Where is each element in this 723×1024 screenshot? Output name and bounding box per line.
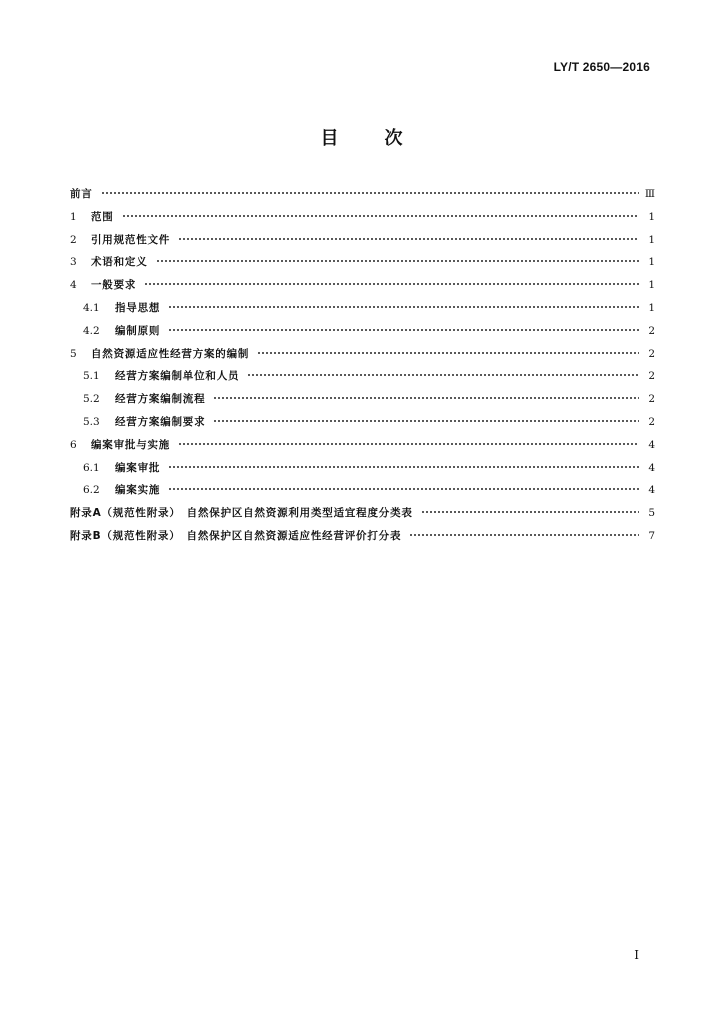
dot-leader (247, 373, 639, 377)
toc-entry-page: 5 (648, 507, 655, 520)
toc-entry-page: 1 (648, 279, 655, 292)
dot-leader (213, 419, 639, 423)
toc-entry-page: 1 (648, 301, 655, 314)
toc-entry-title: 附录B（规范性附录） 自然保护区自然资源适应性经营评价打分表 (70, 529, 402, 542)
dot-leader (168, 465, 639, 469)
toc-entry-page: 2 (648, 324, 655, 337)
dot-leader (178, 237, 639, 241)
toc-entry-page: 4 (648, 484, 655, 497)
toc-entry-page: 2 (648, 347, 655, 360)
toc-entry-5[interactable] (70, 343, 655, 366)
toc-entry-title: 编案审批 (115, 461, 161, 474)
toc-entry-2[interactable] (70, 229, 655, 252)
toc-entry-title: 前言 (70, 188, 93, 200)
toc-entry-number: 6.2 (83, 484, 100, 497)
document-code: LY/T 2650—2016 (553, 60, 650, 74)
toc-entry-title: 编案实施 (115, 484, 161, 497)
dot-leader (213, 396, 639, 400)
toc-entry-number: 5 (70, 347, 77, 360)
toc-entry-number: 4 (70, 279, 77, 292)
toc-entry-foreword[interactable] (70, 183, 655, 206)
toc-entry-page: 4 (648, 461, 655, 474)
toc-entry-appendix-a[interactable] (70, 502, 655, 525)
toc-entry-number: 4.2 (83, 324, 100, 337)
toc-entry-number: 5.3 (83, 415, 100, 428)
toc-entry-4[interactable] (70, 274, 655, 297)
toc-entry-page: 1 (648, 233, 655, 246)
toc-entry-page: 2 (648, 370, 655, 383)
toc-entry-1[interactable] (70, 206, 655, 229)
dot-leader (122, 214, 639, 218)
toc-entry-6-2[interactable] (70, 479, 655, 502)
dot-leader (168, 305, 639, 309)
toc-entry-title: 指导思想 (115, 301, 161, 314)
toc-entry-number: 1 (70, 210, 77, 223)
page-title: 目次 (320, 128, 449, 149)
toc-entry-5-3[interactable] (70, 411, 655, 434)
toc-entry-number: 6 (70, 438, 77, 451)
toc-entry-number: 5.1 (83, 370, 100, 383)
dot-leader (156, 259, 640, 263)
toc-entry-page: 4 (648, 438, 655, 451)
toc-entry-appendix-b[interactable] (70, 525, 655, 548)
dot-leader (421, 510, 639, 514)
toc-entry-6[interactable] (70, 434, 655, 457)
toc-entry-3[interactable] (70, 251, 655, 274)
page-number: I (634, 948, 639, 962)
toc-entry-title: 经营方案编制要求 (115, 415, 206, 428)
toc-entry-title: 编案审批与实施 (91, 438, 171, 451)
toc-entry-number: 6.1 (83, 461, 100, 474)
dot-leader (409, 533, 639, 537)
toc-entry-title: 编制原则 (115, 324, 161, 337)
dot-leader (168, 328, 639, 332)
toc-entry-6-1[interactable] (70, 457, 655, 480)
toc-entry-page: 7 (648, 529, 655, 542)
toc-entry-page: Ⅲ (644, 188, 655, 200)
toc-entry-page: 1 (648, 210, 655, 223)
toc-entry-page: 2 (648, 415, 655, 428)
table-of-contents (70, 183, 655, 548)
toc-entry-title: 经营方案编制流程 (115, 393, 206, 406)
dot-leader (144, 282, 639, 286)
toc-entry-title: 术语和定义 (91, 256, 148, 269)
dot-leader (168, 487, 639, 491)
toc-entry-number: 5.2 (83, 393, 100, 406)
toc-entry-number: 2 (70, 233, 77, 246)
toc-entry-number: 3 (70, 256, 77, 269)
toc-entry-title: 经营方案编制单位和人员 (115, 370, 240, 383)
toc-entry-title: 一般要求 (91, 279, 137, 292)
toc-entry-title: 引用规范性文件 (91, 233, 171, 246)
toc-entry-4-2[interactable] (70, 320, 655, 343)
toc-entry-4-1[interactable] (70, 297, 655, 320)
toc-entry-title: 附录A（规范性附录） 自然保护区自然资源利用类型适宜程度分类表 (70, 507, 413, 520)
toc-entry-page: 2 (648, 393, 655, 406)
dot-leader (257, 351, 639, 355)
toc-entry-5-2[interactable] (70, 388, 655, 411)
toc-entry-number: 4.1 (83, 301, 100, 314)
toc-entry-page: 1 (648, 256, 655, 269)
toc-entry-5-1[interactable] (70, 365, 655, 388)
dot-leader (101, 191, 639, 195)
dot-leader (178, 442, 639, 446)
toc-entry-title: 自然资源适应性经营方案的编制 (91, 347, 250, 360)
toc-entry-title: 范围 (91, 210, 114, 223)
